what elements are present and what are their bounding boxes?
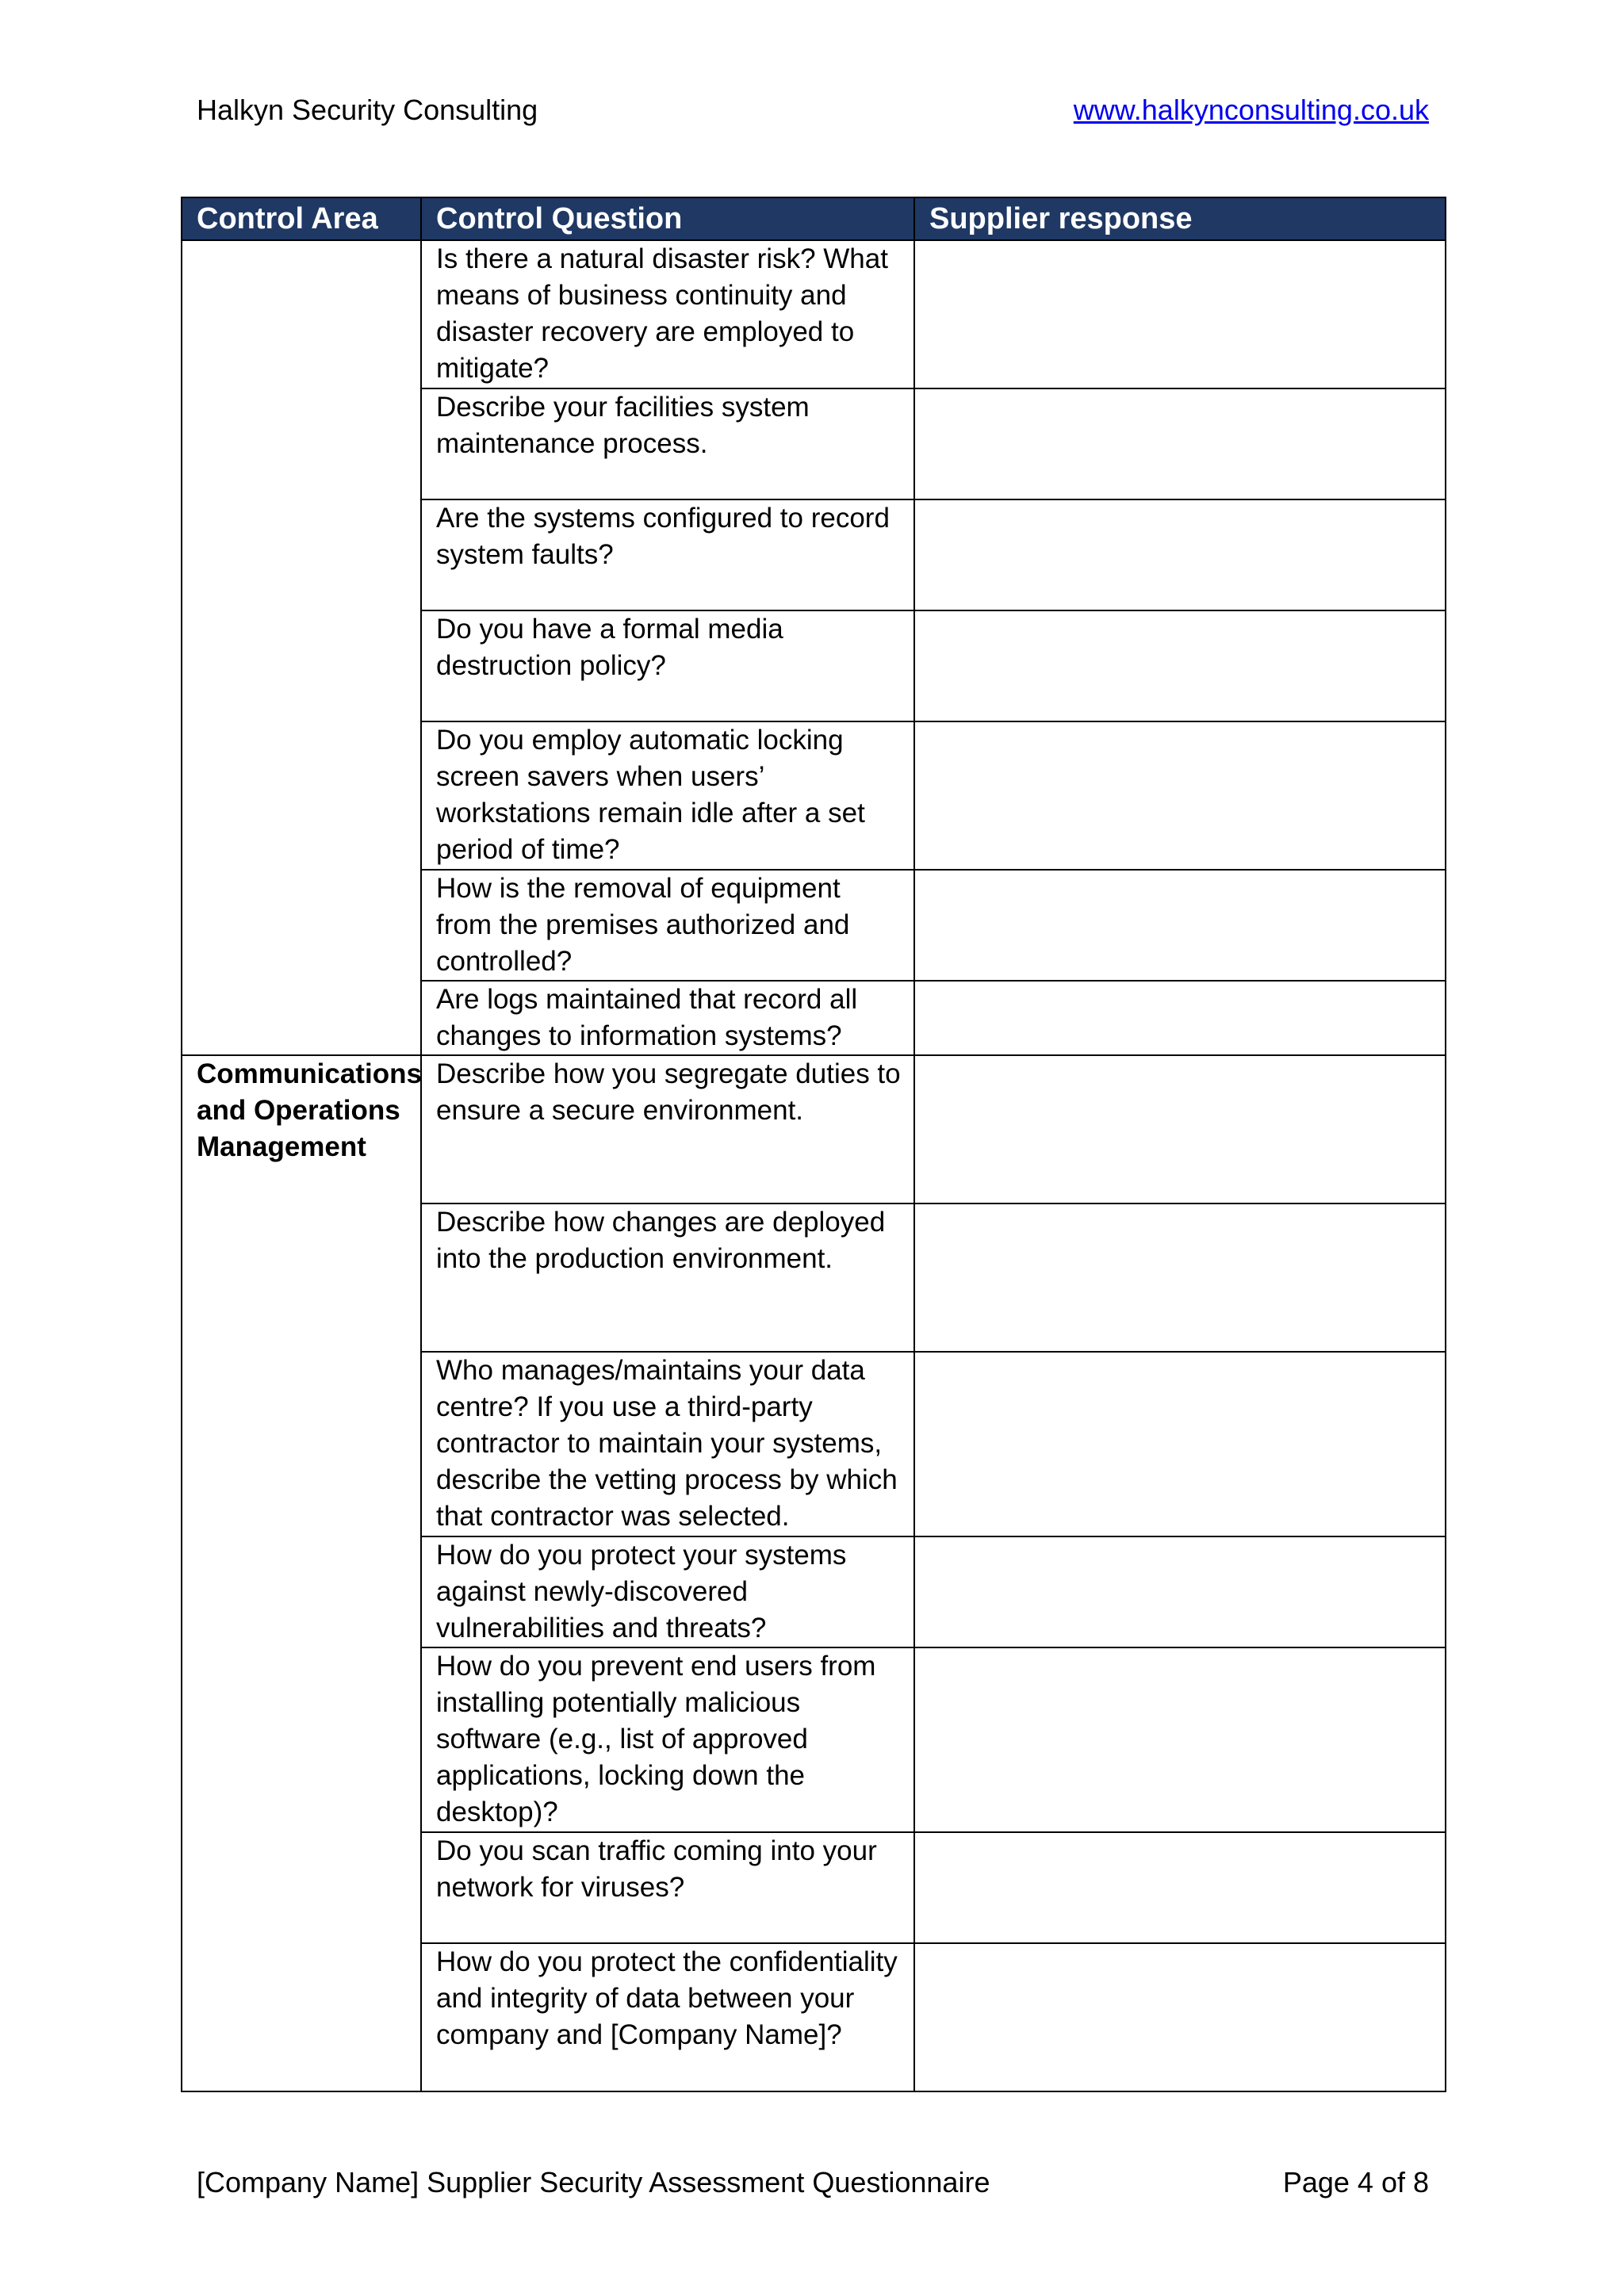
header-website-link[interactable]: www.halkynconsulting.co.uk	[1073, 94, 1429, 126]
control-question-cell: Are the systems configured to record system faults?	[421, 499, 914, 610]
control-question-cell: How do you protect the confidentiality and integrity of data between your company and [Company Name]?	[421, 1943, 914, 2091]
table-header-row	[182, 197, 1446, 240]
control-area-cell: Communications and Operations Management	[182, 1055, 421, 2091]
control-question-cell: Do you scan traffic coming into your network for viruses?	[421, 1832, 914, 1943]
column-header-control-area: Control Area	[182, 197, 421, 240]
supplier-response-cell[interactable]	[914, 610, 1446, 721]
table-row	[182, 240, 1446, 388]
footer-page-number: Page 4 of 8	[1282, 2166, 1429, 2198]
column-header-control-question: Control Question	[421, 197, 914, 240]
control-question-cell: Describe your facilities system maintenance process.	[421, 388, 914, 499]
supplier-response-cell[interactable]	[914, 1832, 1446, 1943]
header-company-name: Halkyn Security Consulting	[197, 94, 538, 126]
control-area-cell	[182, 240, 421, 1055]
supplier-response-cell[interactable]	[914, 1647, 1446, 1832]
footer-document-title: [Company Name] Supplier Security Assessment Questionnaire	[197, 2166, 990, 2198]
column-header-supplier-response: Supplier response	[914, 197, 1446, 240]
control-question-cell: Do you employ automatic locking screen savers when users’ workstations remain idle after a set period of time?	[421, 721, 914, 870]
supplier-response-cell[interactable]	[914, 388, 1446, 499]
supplier-response-cell[interactable]	[914, 1055, 1446, 1203]
supplier-response-cell[interactable]	[914, 870, 1446, 981]
control-question-cell: Describe how you segregate duties to ensure a secure environment.	[421, 1055, 914, 1203]
control-question-cell: How do you protect your systems against newly-discovered vulnerabilities and threats?	[421, 1536, 914, 1647]
control-question-cell: How do you prevent end users from installing potentially malicious software (e.g., list of approved applications, locking down the desktop)?	[421, 1647, 914, 1832]
control-question-cell: Describe how changes are deployed into the production environment.	[421, 1203, 914, 1352]
control-question-cell: Are logs maintained that record all changes to information systems?	[421, 981, 914, 1055]
table-row	[182, 1055, 1446, 1203]
supplier-response-cell[interactable]	[914, 1352, 1446, 1536]
supplier-response-cell[interactable]	[914, 240, 1446, 388]
control-question-cell: Is there a natural disaster risk? What means of business continuity and disaster recovery are employed to mitigate?	[421, 240, 914, 388]
supplier-response-cell[interactable]	[914, 981, 1446, 1055]
control-question-cell: Who manages/maintains your data centre? If you use a third-party contractor to maintain your systems, describe the vetting process by which that contractor was selected.	[421, 1352, 914, 1536]
control-question-cell: How is the removal of equipment from the premises authorized and controlled?	[421, 870, 914, 981]
control-question-cell: Do you have a formal media destruction policy?	[421, 610, 914, 721]
supplier-response-cell[interactable]	[914, 721, 1446, 870]
supplier-response-cell[interactable]	[914, 1536, 1446, 1647]
supplier-response-cell[interactable]	[914, 1943, 1446, 2091]
supplier-response-cell[interactable]	[914, 1203, 1446, 1352]
supplier-response-cell[interactable]	[914, 499, 1446, 610]
questionnaire-table	[181, 197, 1446, 2092]
